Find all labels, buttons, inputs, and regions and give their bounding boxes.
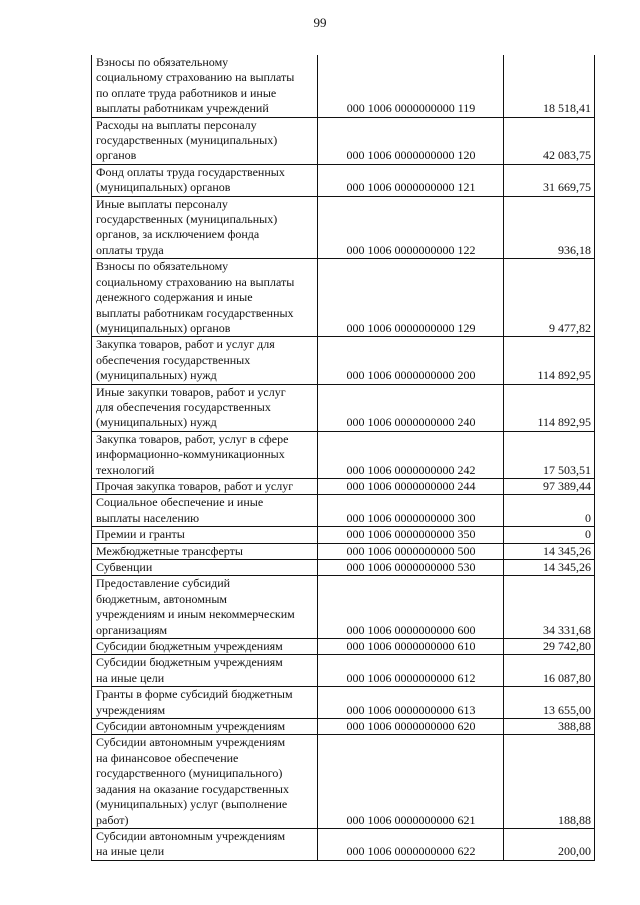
table-row <box>92 55 595 117</box>
expense-name-line: Субсидии бюджетным учреждениям <box>96 639 283 654</box>
expense-name-line: выплаты работникам государственных <box>96 305 294 320</box>
table-row <box>92 259 595 337</box>
amount-cell: 29 742,80 <box>504 639 595 655</box>
table-row <box>92 543 595 559</box>
expense-name-line: социальному страхованию на выплаты <box>96 274 295 289</box>
table-row <box>92 576 595 639</box>
expense-name-line: Субвенции <box>96 560 153 574</box>
table-row <box>92 117 595 164</box>
expense-name-cell <box>92 735 318 828</box>
expense-name-line: на иные цели <box>96 670 165 685</box>
expense-name-line: Субсидии бюджетным учреждениям <box>96 655 283 670</box>
table-row <box>92 687 595 719</box>
budget-code-cell: 000 1006 0000000000 612 <box>318 655 504 687</box>
expense-name-cell <box>92 478 318 494</box>
amount-cell: 0 <box>504 527 595 543</box>
budget-code-cell: 000 1006 0000000000 200 <box>318 337 504 384</box>
budget-code-cell: 000 1006 0000000000 500 <box>318 543 504 559</box>
budget-table-body <box>92 55 595 860</box>
expense-name-line: по оплате труда работников и иные <box>96 85 277 100</box>
expense-name-line: информационно-коммуникационных <box>96 447 285 462</box>
expense-name-line: Взносы по обязательному <box>96 55 229 69</box>
expense-name-cell <box>92 560 318 576</box>
amount-cell: 936,18 <box>504 196 595 259</box>
amount-cell: 200,00 <box>504 828 595 860</box>
expense-name-cell <box>92 828 318 860</box>
expense-name-cell <box>92 337 318 384</box>
budget-code-cell: 000 1006 0000000000 600 <box>318 576 504 639</box>
budget-code-cell: 000 1006 0000000000 119 <box>318 55 504 117</box>
expense-name-line: выплаты работникам учреждений <box>96 101 269 116</box>
expense-name-line: (муниципальных) органов <box>96 180 231 195</box>
table-row <box>92 478 595 494</box>
amount-cell: 17 503,51 <box>504 431 595 478</box>
table-row <box>92 828 595 860</box>
expense-name-line: Межбюджетные трансферты <box>96 543 243 558</box>
budget-code-cell: 000 1006 0000000000 613 <box>318 687 504 719</box>
table-row <box>92 495 595 527</box>
expense-name-line: на финансовое обеспечение <box>96 750 239 765</box>
expense-name-cell <box>92 639 318 655</box>
amount-cell: 97 389,44 <box>504 478 595 494</box>
budget-code-cell: 000 1006 0000000000 120 <box>318 117 504 164</box>
expense-name-line: оплаты труда <box>96 242 164 257</box>
expense-name-line: Взносы по обязательному <box>96 259 229 274</box>
expense-name-cell <box>92 719 318 735</box>
expense-name-line: Социальное обеспечение и иные <box>96 495 264 510</box>
expense-name-line: (муниципальных) нужд <box>96 368 217 383</box>
expense-name-line: работ) <box>96 812 129 827</box>
budget-code-cell: 000 1006 0000000000 122 <box>318 196 504 259</box>
table-row <box>92 196 595 259</box>
budget-code-cell: 000 1006 0000000000 622 <box>318 828 504 860</box>
amount-cell: 114 892,95 <box>504 337 595 384</box>
expense-name-cell <box>92 196 318 259</box>
table-row <box>92 164 595 196</box>
expense-name-line: государственного (муниципального) <box>96 766 283 781</box>
budget-code-cell: 000 1006 0000000000 610 <box>318 639 504 655</box>
expense-name-line: социальному страхованию на выплаты <box>96 70 295 85</box>
budget-code-cell: 000 1006 0000000000 244 <box>318 478 504 494</box>
expense-name-line: организациям <box>96 622 168 637</box>
expense-name-line: на иные цели <box>96 844 165 859</box>
budget-code-cell: 000 1006 0000000000 350 <box>318 527 504 543</box>
expense-name-line: Субсидии автономным учреждениям <box>96 828 286 843</box>
expense-name-line: Иные закупки товаров, работ и услуг <box>96 384 286 399</box>
expense-name-line: (муниципальных) нужд <box>96 415 217 430</box>
amount-cell: 188,88 <box>504 735 595 828</box>
expense-name-line: Премии и гранты <box>96 527 185 542</box>
expense-name-line: Субсидии автономным учреждениям <box>96 719 286 734</box>
expense-name-line: Иные выплаты персоналу <box>96 196 228 211</box>
amount-cell: 14 345,26 <box>504 560 595 576</box>
amount-cell: 114 892,95 <box>504 384 595 431</box>
amount-cell: 13 655,00 <box>504 687 595 719</box>
table-row <box>92 639 595 655</box>
budget-code-cell: 000 1006 0000000000 121 <box>318 164 504 196</box>
amount-cell: 34 331,68 <box>504 576 595 639</box>
amount-cell: 0 <box>504 495 595 527</box>
budget-code-cell: 000 1006 0000000000 240 <box>318 384 504 431</box>
expense-name-line: Предоставление субсидий <box>96 576 231 591</box>
expense-name-cell <box>92 687 318 719</box>
amount-cell: 18 518,41 <box>504 55 595 117</box>
expense-name-line: государственных (муниципальных) <box>96 212 278 227</box>
expense-name-line: (муниципальных) органов <box>96 320 231 335</box>
expense-name-cell <box>92 164 318 196</box>
expense-name-line: учреждениям и иным некоммерческим <box>96 607 295 622</box>
expense-name-line: государственных (муниципальных) <box>96 133 278 148</box>
table-row <box>92 337 595 384</box>
amount-cell: 388,88 <box>504 719 595 735</box>
table-row <box>92 655 595 687</box>
expense-name-line: для обеспечения государственных <box>96 399 271 414</box>
expense-name-line: (муниципальных) услуг (выполнение <box>96 797 288 812</box>
expense-name-cell <box>92 431 318 478</box>
budget-code-cell: 000 1006 0000000000 300 <box>318 495 504 527</box>
expense-name-cell <box>92 495 318 527</box>
amount-cell: 9 477,82 <box>504 259 595 337</box>
expense-name-line: бюджетным, автономным <box>96 591 227 606</box>
expense-name-line: учреждениям <box>96 702 166 717</box>
expense-name-line: Фонд оплаты труда государственных <box>96 164 285 179</box>
budget-code-cell: 000 1006 0000000000 242 <box>318 431 504 478</box>
amount-cell: 42 083,75 <box>504 117 595 164</box>
expense-name-line: Закупка товаров, работ, услуг в сфере <box>96 431 289 446</box>
budget-code-cell: 000 1006 0000000000 621 <box>318 735 504 828</box>
expense-name-cell <box>92 527 318 543</box>
amount-cell: 14 345,26 <box>504 543 595 559</box>
table-row <box>92 527 595 543</box>
budget-code-cell: 000 1006 0000000000 530 <box>318 560 504 576</box>
expense-name-line: Прочая закупка товаров, работ и услуг <box>96 478 294 493</box>
table-row <box>92 735 595 828</box>
expense-name-cell <box>92 655 318 687</box>
amount-cell: 16 087,80 <box>504 655 595 687</box>
expense-name-cell <box>92 259 318 337</box>
budget-code-cell: 000 1006 0000000000 129 <box>318 259 504 337</box>
table-row <box>92 719 595 735</box>
expense-name-cell <box>92 543 318 559</box>
expense-name-line: органов <box>96 148 137 163</box>
table-row <box>92 560 595 576</box>
expense-name-line: технологий <box>96 462 155 477</box>
page-number: 99 <box>313 15 327 30</box>
expense-name-line: органов, за исключением фонда <box>96 227 260 242</box>
table-row <box>92 431 595 478</box>
expense-name-cell <box>92 384 318 431</box>
budget-code-cell: 000 1006 0000000000 620 <box>318 719 504 735</box>
expense-name-cell <box>92 55 318 117</box>
expense-name-line: обеспечения государственных <box>96 352 251 367</box>
expense-name-cell <box>92 117 318 164</box>
expense-name-line: денежного содержания и иные <box>96 290 253 305</box>
expense-name-line: Расходы на выплаты персоналу <box>96 117 257 132</box>
expense-name-line: выплаты населению <box>96 510 200 525</box>
expense-name-cell <box>92 576 318 639</box>
expense-name-line: Гранты в форме субсидий бюджетным <box>96 687 293 702</box>
table-row <box>92 384 595 431</box>
amount-cell: 31 669,75 <box>504 164 595 196</box>
expense-name-line: задания на оказание государственных <box>96 781 289 796</box>
expense-name-line: Закупка товаров, работ и услуг для <box>96 337 275 352</box>
expense-name-line: Субсидии автономным учреждениям <box>96 735 286 750</box>
budget-table <box>91 55 595 861</box>
